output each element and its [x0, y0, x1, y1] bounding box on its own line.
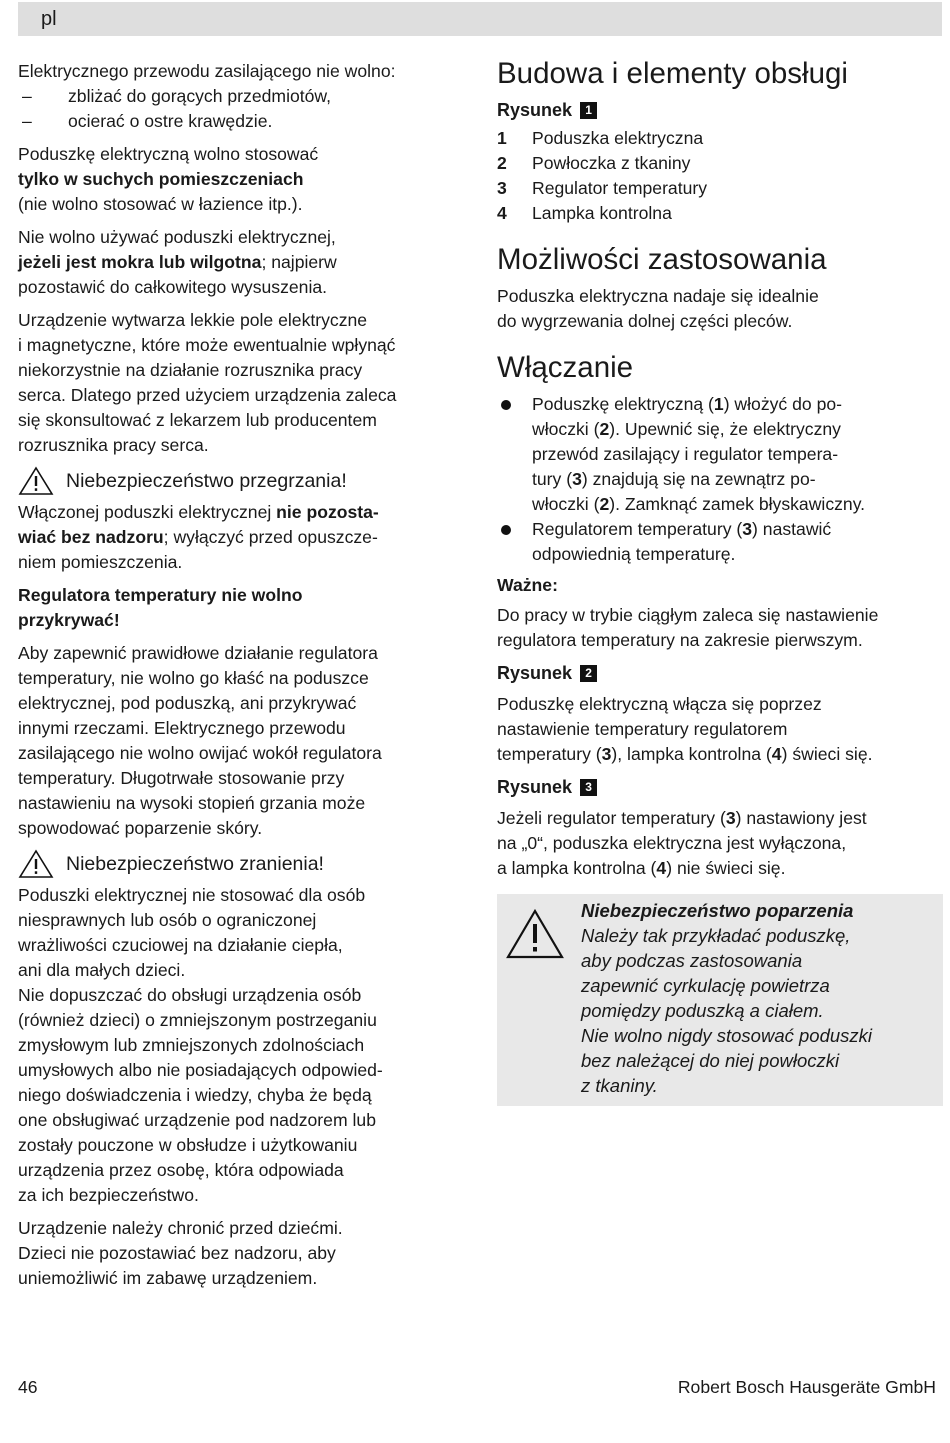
cord-intro: Elektrycznego przewodu zasilającego nie wolno:: [18, 61, 396, 81]
list-item: Regulatorem temperatury (3) nastawić odpowiednią temperaturę.: [497, 517, 943, 567]
children-paragraph: Urządzenie należy chronić przed dziećmi. Dzieci nie pozostawiać bez nadzoru, aby uniemożliwić im zabawę urządzeniem.: [18, 1218, 343, 1288]
figure-3-paragraph: Jeżeli regulator temperatury (3) nastawiony jest na „0“, poduszka elektryczna jest wyłączona, a lampka kontrolna (4) nie świeci się.: [497, 808, 867, 878]
list-item: 4 Lampka kontrolna: [497, 203, 672, 223]
burn-warning-box: [497, 894, 943, 1106]
switching-on-heading: Włączanie: [497, 351, 634, 384]
figure-1-label: Rysunek 1: [497, 98, 943, 123]
company-name: Robert Bosch Hausgeräte GmbH: [677, 1377, 936, 1397]
injury-warning-heading: Niebezpieczeństwo zranienia!: [18, 849, 478, 879]
cord-item: – ocierać o ostre krawędzie.: [22, 111, 273, 131]
switching-on-steps: [497, 392, 943, 567]
burn-warning-title: Niebezpieczeństwo poparzenia: [581, 900, 854, 921]
regulator-paragraph: Aby zapewnić prawidłowe działanie regulatora temperatury, nie wolno go kłaść na poduszce elektrycznej, pod poduszką, ani przykrywać innymi rzeczami. Elektrycznego przewodu zasilającego nie wolno owijać wokół regulatora temperatury. Długotrwałe stosowanie przy nastawieniu na wysoki stopień grzania może spowodować poparzenie skóry.: [18, 643, 382, 838]
left-column: [18, 59, 478, 1299]
dry-rooms-paragraph: Poduszkę elektryczną wolno stosować tylko w suchych pomieszczeniach (nie wolno stosować w łazience itp.).: [18, 144, 319, 214]
wet-paragraph: Nie wolno używać poduszki elektrycznej, jeżeli jest mokra lub wilgotna; najpierw pozostawić do całkowitego wysuszenia.: [18, 227, 337, 297]
figure-2-paragraph: Poduszkę elektryczną włącza się poprzez nastawienie temperatury regulatorem temperatury (3), lampka kontrolna (4) świeci się.: [497, 694, 873, 764]
figure-number-box: 3: [580, 779, 597, 796]
overheat-warning-heading: Niebezpieczeństwo przegrzania!: [18, 466, 478, 496]
cord-item: – zbliżać do gorących przedmiotów,: [22, 86, 332, 106]
important-subheading: Ważne:: [497, 575, 558, 595]
right-column: [497, 56, 943, 1106]
bullet-icon: [497, 517, 532, 567]
figure-number-box: 2: [580, 665, 597, 682]
list-item: Poduszkę elektryczną (1) włożyć do po- włoczki (2). Upewnić się, że elektryczny przewód zasilający i regulator tempera- tury (3) znajdują się na zewnątrz po- włoczki (2). Zamknąć zamek błyskawiczny.: [497, 392, 943, 517]
parts-heading: Budowa i elementy obsługi: [497, 57, 848, 90]
page-number: 46: [18, 1377, 38, 1397]
warning-triangle-icon: [18, 466, 54, 496]
list-item: 3 Regulator temperatury: [497, 178, 708, 198]
usage-paragraph: Poduszka elektryczna nadaje się idealnie do wygrzewania dolnej części pleców.: [497, 286, 819, 331]
warning-triangle-icon: [18, 849, 54, 879]
injury-paragraph: Poduszki elektrycznej nie stosować dla osób niesprawnych lub osób o ograniczonej wrażliwości czuciowej na działanie ciepła, ani dla małych dzieci.: [18, 885, 366, 980]
figure-number-box: 1: [580, 102, 597, 119]
figure-2-label: Rysunek 2: [497, 661, 943, 686]
burn-warning-text: Należy tak przykładać poduszkę, aby podczas zastosowania zapewnić cyrkulację powietrza pomiędzy poduszką a ciałem. Nie wolno nigdy stosować poduszki bez należącej do niej powłoczki z tkaniny.: [581, 925, 873, 1096]
parts-list: [497, 126, 943, 226]
list-item: 2 Powłoczka z tkaniny: [497, 153, 691, 173]
bullet-icon: [497, 392, 532, 517]
figure-3-label: Rysunek 3: [497, 775, 943, 800]
important-paragraph: Do pracy w trybie ciągłym zaleca się nastawienie regulatora temperatury na zakresie pierwszym.: [497, 605, 879, 650]
overheat-paragraph: Włączonej poduszki elektrycznej nie pozosta- wiać bez nadzoru; wyłączyć przed opuszcze- niem pomieszczenia.: [18, 502, 379, 572]
supervision-paragraph: Nie dopuszczać do obsługi urządzenia osób (również dzieci) o zmniejszonym postrzeganiu zmysłowym lub zmniejszonych zdolnościach umysłowych albo nie posiadających odpowied- niego doświadczenia i wiedzy, chyba że będą one obsługiwać urządzenie pod nadzorem lub zostały pouczone w obsłudze i użytkowaniu urządzenia przez osobę, która odpowiada za ich bezpieczeństwo.: [18, 985, 383, 1205]
usage-heading: Możliwości zastosowania: [497, 243, 827, 276]
warning-triangle-icon: [505, 908, 565, 960]
magnetic-field-paragraph: Urządzenie wytwarza lekkie pole elektryczne i magnetyczne, które może ewentualnie wpłynąć niekorzystnie na działanie rozrusznika pracy serca. Dlatego przed użyciem urządzenia zaleca się skonsultować z lekarzem lub producentem rozrusznika pracy serca.: [18, 310, 397, 455]
header-bar: [18, 2, 942, 36]
list-item: 1 Poduszka elektryczna: [497, 128, 704, 148]
language-code: pl: [41, 8, 57, 30]
regulator-subheading: Regulatora temperatury nie wolno przykrywać!: [18, 585, 303, 630]
